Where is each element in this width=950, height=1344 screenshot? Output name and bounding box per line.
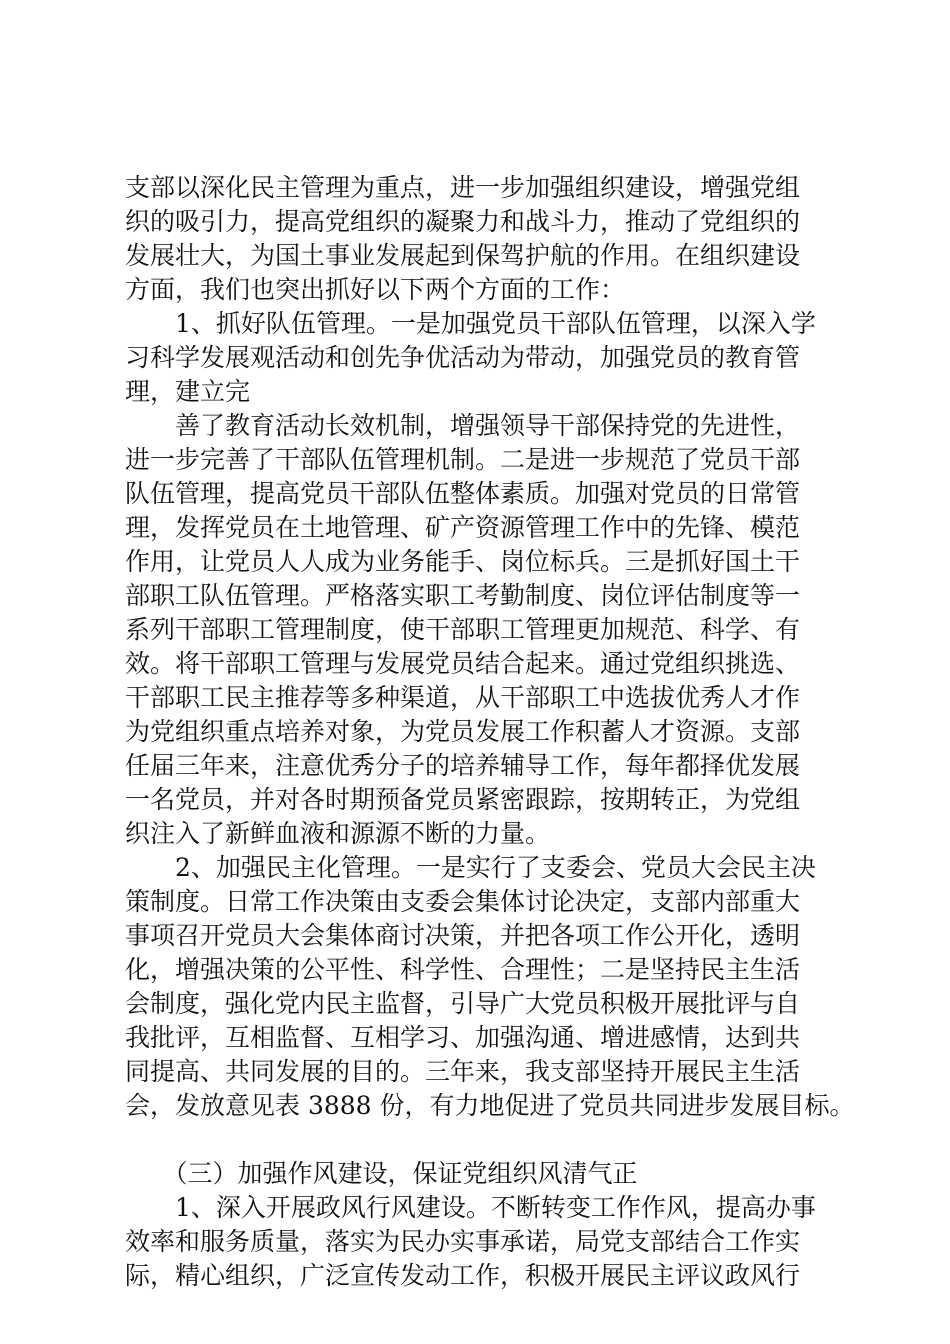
text-line: 同提高、共同发展的目的。三年来，我支部坚持开展民主生活 — [125, 1057, 801, 1086]
text-line: 化，增强决策的公平性、科学性、合理性；二是坚持民主生活 — [125, 955, 801, 984]
text-line: 织的吸引力，提高党组织的凝聚力和战斗力，推动了党组织的 — [125, 207, 801, 236]
text-line: 事项召开党员大会集体商讨决策，并把各项工作公开化，透明 — [125, 921, 801, 950]
text-line: 为党组织重点培养对象，为党员发展工作积蓄人才资源。支部 — [125, 717, 801, 746]
text-line: 进一步完善了干部队伍管理机制。二是进一步规范了党员干部 — [125, 445, 801, 474]
text-line: 会制度，强化党内民主监督，引导广大党员积极开展批评与自 — [125, 989, 801, 1018]
text-line: 发展壮大，为国土事业发展起到保驾护航的作用。在组织建设 — [125, 241, 801, 270]
text-line: 策制度。日常工作决策由支委会集体讨论决定，支部内部重大 — [125, 887, 801, 916]
text-line: 善了教育活动长效机制，增强领导干部保持党的先进性， — [125, 411, 801, 440]
text-line: 部职工队伍管理。严格落实职工考勤制度、岗位评估制度等一 — [125, 581, 801, 610]
text-line: 队伍管理，提高党员干部队伍整体素质。加强对党员的日常管 — [125, 479, 801, 508]
text-line: 理，建立完 — [125, 377, 251, 406]
text-line: 2、加强民主化管理。一是实行了支委会、党员大会民主决 — [125, 853, 816, 882]
text-line: 会，发放意见表 3888 份，有力地促进了党员共同进步发展目标。 — [125, 1091, 855, 1120]
text-line — [125, 1123, 835, 1157]
text-line: 效率和服务质量，落实为民办实事承诺，局党支部结合工作实 — [125, 1227, 801, 1256]
text-line: 系列干部职工管理制度，使干部职工管理更加规范、科学、有 — [125, 615, 801, 644]
body-text — [125, 171, 855, 1293]
text-line: 一名党员，并对各时期预备党员紧密跟踪，按期转正，为党组 — [125, 785, 801, 814]
text-line: 效。将干部职工管理与发展党员结合起来。通过党组织挑选、 — [125, 649, 801, 678]
text-line: 干部职工民主推荐等多种渠道，从干部职工中选拔优秀人才作 — [125, 683, 801, 712]
text-line: 织注入了新鲜血液和源源不断的力量。 — [125, 819, 551, 848]
text-line: 1、深入开展政风行风建设。不断转变工作作风，提高办事 — [125, 1193, 816, 1222]
text-line: 作用，让党员人人成为业务能手、岗位标兵。三是抓好国土干 — [125, 547, 801, 576]
text-line: （三）加强作风建设，保证党组织风清气正 — [125, 1159, 638, 1188]
text-line: 际，精心组织，广泛宣传发动工作，积极开展民主评议政风行 — [125, 1261, 801, 1290]
text-line: 习科学发展观活动和创先争优活动为带动，加强党员的教育管 — [125, 343, 801, 372]
text-line: 支部以深化民主管理为重点，进一步加强组织建设，增强党组 — [125, 173, 801, 202]
text-line: 方面，我们也突出抓好以下两个方面的工作： — [125, 275, 626, 304]
text-line: 我批评，互相监督、互相学习、加强沟通、增进感情，达到共 — [125, 1023, 801, 1052]
text-line: 理，发挥党员在土地管理、矿产资源管理工作中的先锋、模范 — [125, 513, 801, 542]
text-line: 1、抓好队伍管理。一是加强党员干部队伍管理，以深入学 — [125, 309, 816, 338]
text-line: 任届三年来，注意优秀分子的培养辅导工作，每年都择优发展 — [125, 751, 801, 780]
